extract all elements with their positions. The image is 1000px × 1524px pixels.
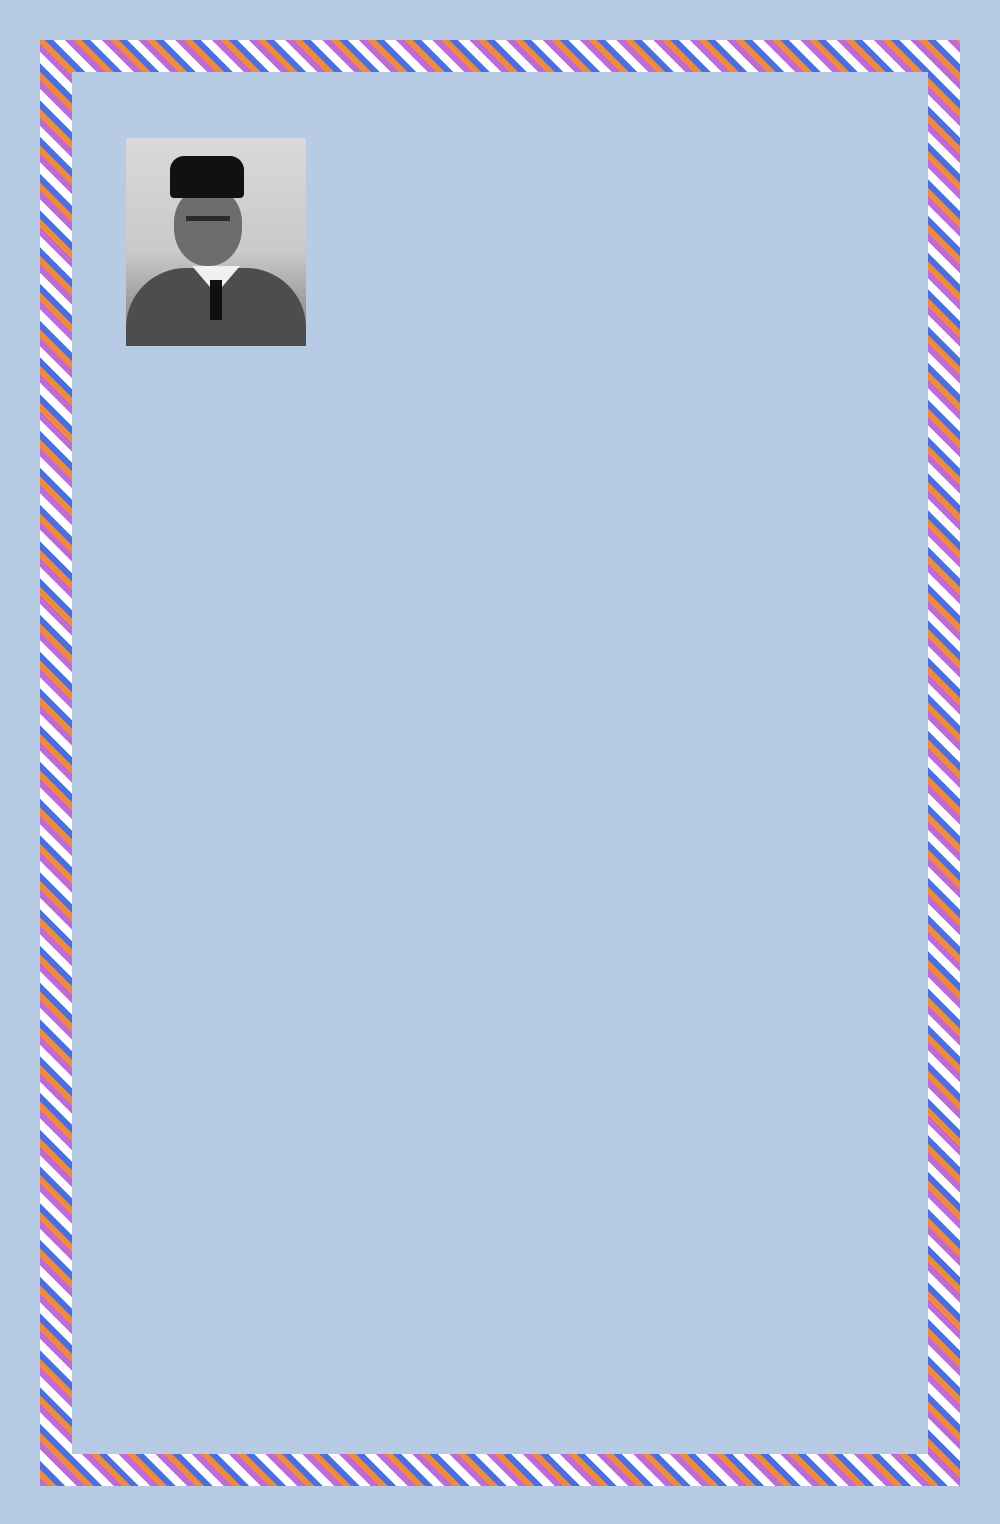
- liveworksheets-logo-icon: [700, 1496, 719, 1515]
- logo-mark-letter: [710, 1506, 719, 1515]
- logo-mark-letter: [710, 1496, 719, 1505]
- liveworksheets-logo: [700, 1490, 723, 1520]
- portrait-photo: [126, 138, 306, 346]
- logo-mark-letter: [700, 1496, 709, 1505]
- logo-mark-letter: [700, 1506, 709, 1515]
